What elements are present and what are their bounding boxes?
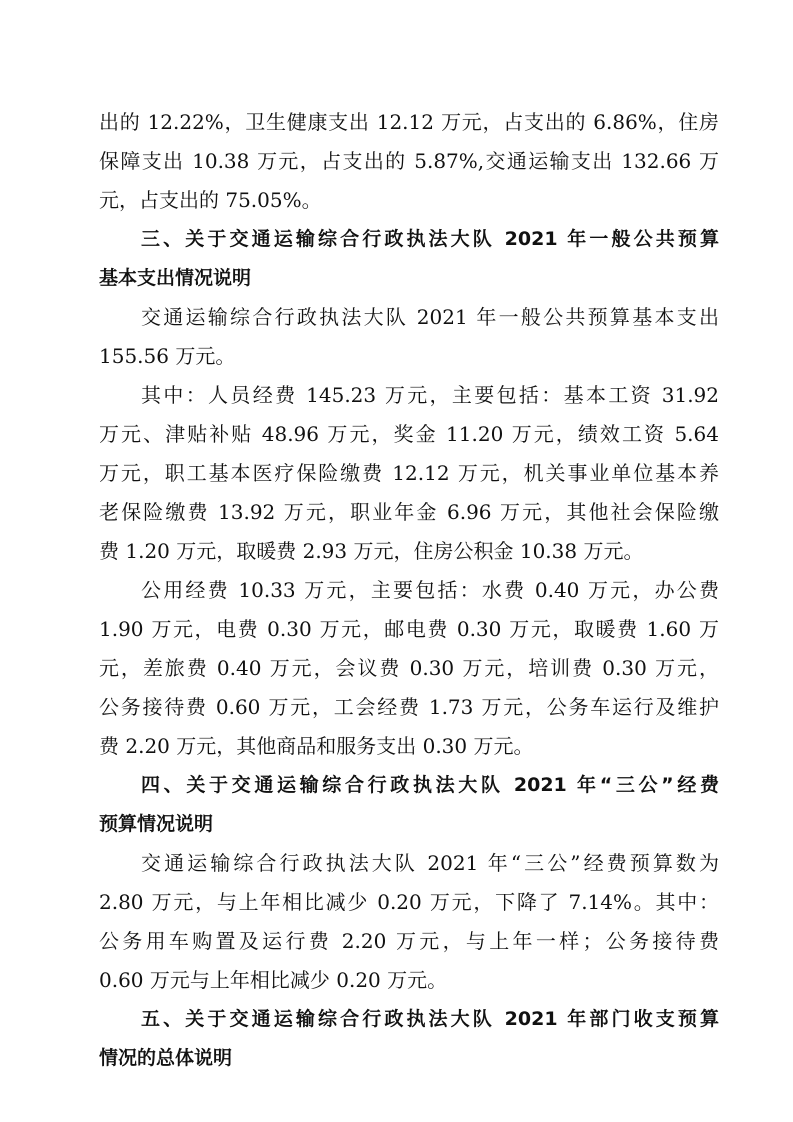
body-text-line: 交通运输综合行政执法大队 2021 年一般公共预算基本支出 <box>141 305 719 329</box>
body-text-line: 万元，职工基本医疗保险缴费 12.12 万元，机关事业单位基本养 <box>99 461 719 485</box>
body-text-line: 老保险缴费 13.92 万元，职业年金 6.96 万元，其他社会保险缴 <box>99 500 719 524</box>
body-text-line: 其中：人员经费 145.23 万元，主要包括：基本工资 31.92 <box>141 383 719 407</box>
section-heading-4-cont: 预算情况说明 <box>99 813 214 835</box>
body-text-line: 出的 12.22%，卫生健康支出 12.12 万元，占支出的 6.86%，住房 <box>99 110 719 134</box>
body-text-line: 1.90 万元，电费 0.30 万元，邮电费 0.30 万元，取暖费 1.60 万 <box>99 617 719 641</box>
body-text-line: 费 1.20 万元，取暖费 2.93 万元，住房公积金 10.38 万元。 <box>99 539 644 563</box>
body-text-line: 交通运输综合行政执法大队 2021 年“三公”经费预算数为 <box>141 851 719 875</box>
body-text-line: 公务用车购置及运行费 2.20 万元，与上年一样；公务接待费 <box>99 929 719 953</box>
body-text-line: 155.56 万元。 <box>99 344 236 368</box>
section-heading-4: 四、关于交通运输综合行政执法大队 2021 年“三公”经费 <box>141 774 719 796</box>
body-text-line: 2.80 万元，与上年相比减少 0.20 万元，下降了 7.14%。其中： <box>99 890 719 914</box>
section-heading-5: 五、关于交通运输综合行政执法大队 2021 年部门收支预算 <box>141 1008 719 1030</box>
section-heading-5-cont: 情况的总体说明 <box>99 1047 233 1069</box>
body-text-line: 万元、津贴补贴 48.96 万元，奖金 11.20 万元，绩效工资 5.64 <box>99 422 719 446</box>
body-text-line: 0.60 万元与上年相比减少 0.20 万元。 <box>99 968 448 992</box>
body-text-line: 元，差旅费 0.40 万元，会议费 0.30 万元，培训费 0.30 万元， <box>99 656 719 680</box>
body-text-line: 公务接待费 0.60 万元，工会经费 1.73 万元，公务车运行及维护 <box>99 695 719 719</box>
body-text-line: 元，占支出的 75.05%。 <box>99 188 322 212</box>
body-text-line: 保障支出 10.38 万元，占支出的 5.87%,交通运输支出 132.66 万 <box>99 149 719 173</box>
body-text-line: 费 2.20 万元，其他商品和服务支出 0.30 万元。 <box>99 734 534 758</box>
body-text-line: 公用经费 10.33 万元，主要包括：水费 0.40 万元，办公费 <box>141 578 719 602</box>
section-heading-3: 三、关于交通运输综合行政执法大队 2021 年一般公共预算 <box>141 228 719 250</box>
section-heading-3-cont: 基本支出情况说明 <box>99 267 252 289</box>
